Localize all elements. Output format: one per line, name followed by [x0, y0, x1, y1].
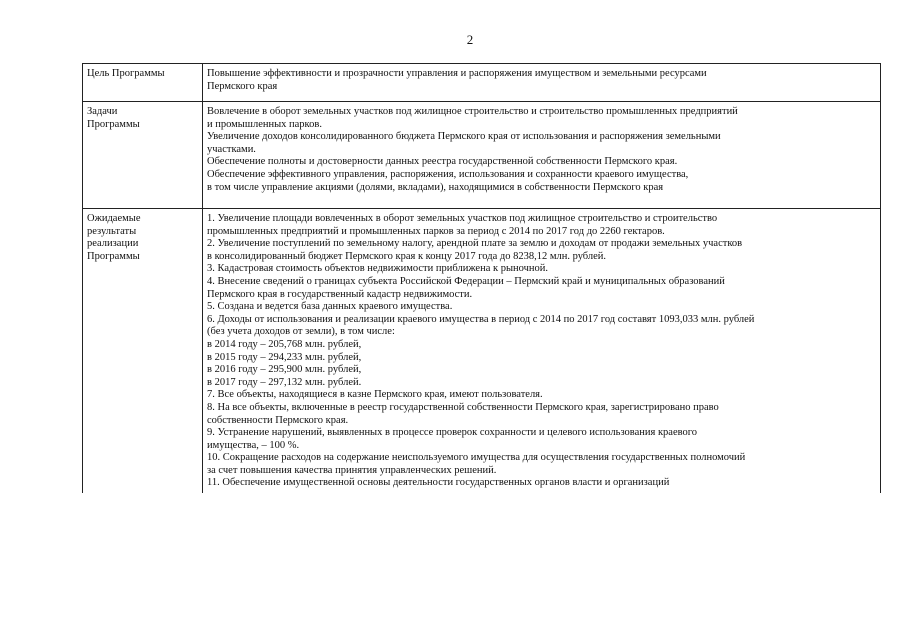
text-line: в 2014 году – 205,768 млн. рублей, [207, 338, 362, 350]
text-line: Обеспечение полноты и достоверности данных реестра государственной собственности Пермского края. [207, 156, 678, 168]
text-line: Повышение эффективности и прозрачности управления и распоряжения имуществом и земельными ресурсами [207, 68, 707, 79]
page-number: 2 [466, 32, 474, 47]
row-label: Программы [87, 118, 140, 130]
text-line: Увеличение доходов консолидированного бюджета Пермского края от использования и распоряжения земельными [207, 131, 721, 143]
content-cell-results [203, 209, 881, 494]
content-cell-tasks [203, 102, 881, 209]
text-line: 6. Доходы от использования и реализации краевого имущества в период с 2014 по 2017 год составят 1093,033 млн. рублей [207, 313, 755, 325]
text-line: в том числе управление акциями (долями, вкладами), находящимися в собственности Пермского края [207, 181, 664, 193]
text-line: (без учета доходов от земли), в том числе: [207, 326, 395, 338]
table-row-tasks [83, 102, 881, 209]
text-line: имущества, – 100 %. [207, 439, 300, 451]
row-label: Ожидаемые [87, 213, 141, 224]
text-line: в 2017 году – 297,132 млн. рублей. [207, 376, 362, 388]
table-row-results [83, 209, 881, 494]
label-cell-tasks [83, 102, 203, 209]
text-line: Пермского края [207, 80, 278, 92]
text-line: 7. Все объекты, находящиеся в казне Пермского края, имеют пользователя. [207, 389, 543, 401]
row-label: реализации [87, 238, 139, 250]
text-line: 1. Увеличение площади вовлеченных в оборот земельных участков под жилищное строительство и строительство [207, 213, 718, 224]
text-line: Пермского края в государственный кадастр недвижимости. [207, 288, 473, 300]
label-cell-results [83, 209, 203, 494]
text-line: собственности Пермского края. [207, 414, 349, 426]
text-line: 11. Обеспечение имущественной основы деятельности государственных органов власти и организаций [207, 477, 670, 489]
text-line: Обеспечение эффективного управления, распоряжения, использования и сохранности краевого имущества, [207, 168, 689, 180]
row-label: Задачи [87, 106, 118, 117]
text-line: в 2016 году – 295,900 млн. рублей, [207, 364, 362, 376]
text-line: промышленных предприятий и промышленных парков за период с 2014 по 2017 год до 2260 гектаров. [207, 225, 665, 237]
content-cell-goal [203, 64, 881, 102]
row-label: Цель Программы [87, 68, 165, 79]
text-line: 3. Кадастровая стоимость объектов недвижимости приближена к рыночной. [207, 263, 549, 275]
text-line: Вовлечение в оборот земельных участков под жилищное строительство и строительство промышленных предприятий [207, 106, 738, 117]
text-line: за счет повышения качества принятия управленческих решений. [207, 464, 497, 476]
text-line: 10. Сокращение расходов на содержание неиспользуемого имущества для осуществления государственных полномочий [207, 452, 746, 464]
label-cell-goal [83, 64, 203, 102]
program-passport-table [82, 63, 881, 493]
text-line: в консолидированный бюджет Пермского края к концу 2017 года до 8238,12 млн. рублей. [207, 250, 607, 262]
text-line: 2. Увеличение поступлений по земельному налогу, арендной плате за землю и доходам от продажи земельных участков [207, 238, 743, 250]
text-line: 4. Внесение сведений о границах субъекта Российской Федерации – Пермский край и муниципальных образований [207, 275, 725, 287]
table-row-goal [83, 64, 881, 102]
row-label: результаты [87, 225, 137, 237]
text-line: 9. Устранение нарушений, выявленных в процессе проверок сохранности и целевого использования краевого [207, 427, 698, 439]
text-line: и промышленных парков. [207, 118, 322, 130]
text-line: в 2015 году – 294,233 млн. рублей, [207, 351, 362, 363]
text-line: 8. На все объекты, включенные в реестр государственной собственности Пермского края, зарегистрировано право [207, 401, 719, 413]
text-line: 5. Создана и ведется база данных краевого имущества. [207, 301, 453, 313]
text-line: участками. [207, 143, 256, 155]
row-label: Программы [87, 250, 140, 262]
